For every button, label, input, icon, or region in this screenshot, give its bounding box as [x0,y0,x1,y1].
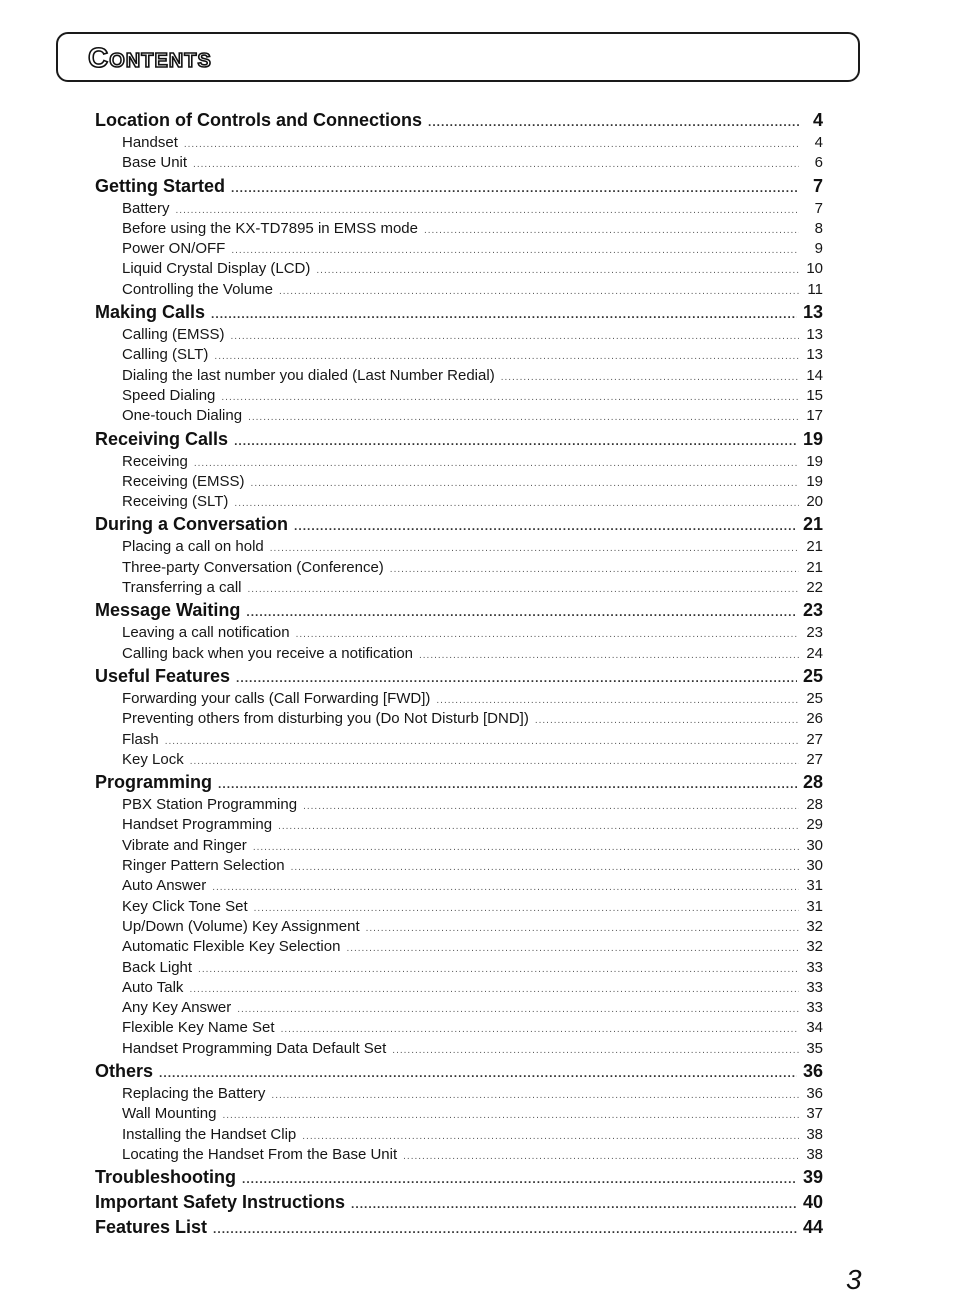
dot-leader [346,939,799,959]
toc-section-label: Programming [95,772,213,793]
toc-item [95,133,823,153]
toc-item [95,1145,823,1165]
toc-item-label: Up/Down (Volume) Key Assignment [122,917,360,935]
toc-item-page: 33 [806,999,823,1017]
toc-item-page: 15 [806,386,823,404]
dot-leader [291,858,799,878]
toc-item-page: 13 [806,346,823,364]
toc-section-label: Location of Controls and Connections [95,110,422,130]
toc-item-page: 27 [806,750,823,768]
toc-section [95,174,823,199]
toc-item-page: 32 [806,938,823,956]
dot-leader [270,539,799,559]
dot-leader [212,878,799,898]
toc-section-label: Making Calls [95,302,206,323]
toc-item-page: 38 [806,1145,823,1163]
dot-leader [366,919,799,939]
toc-item [95,623,823,643]
toc-item-label: Locating the Handset From the Base Unit [122,1145,398,1163]
toc-item-label: Receiving (SLT) [122,493,229,511]
toc-item [95,386,823,406]
toc-item [95,897,823,917]
toc-section-page: 19 [802,428,823,449]
dot-leader [271,1086,799,1106]
toc-section-label: Troubleshooting [95,1167,236,1188]
toc-item-label: Leaving a call notification [122,624,290,642]
toc-section-page: 40 [802,1192,823,1213]
dot-leader [428,110,799,135]
toc-item-label: Handset [122,134,178,151]
toc-item-page: 29 [806,816,823,834]
toc-item [95,856,823,876]
toc-item [95,366,823,386]
dot-leader [236,666,797,691]
toc-item-page: 34 [806,1019,823,1037]
toc-section-label: Features List [95,1217,208,1238]
toc-item [95,219,823,239]
toc-item-page: 26 [806,710,823,728]
dot-leader [218,772,797,797]
toc-item [95,815,823,835]
toc-section-page: 44 [802,1217,823,1238]
toc-item [95,1039,823,1059]
toc-section [95,1165,823,1190]
toc-item-label: Flexible Key Name Set [122,1019,275,1037]
toc-item-label: Receiving (EMSS) [122,472,245,490]
table-of-contents [95,108,823,1240]
dot-leader [189,980,799,1000]
dot-leader [237,1000,799,1020]
toc-item-page: 27 [806,730,823,748]
toc-section-page: 39 [802,1167,823,1188]
toc-item-page: 35 [806,1039,823,1057]
toc-item [95,795,823,815]
toc-item [95,325,823,345]
toc-item [95,937,823,957]
toc-item-label: Forwarding your calls (Call Forwarding [FWD]) [122,689,431,707]
dot-leader [176,201,799,221]
toc-item-label: Any Key Answer [122,999,232,1017]
toc-item-label: Handset Programming Data Default Set [122,1039,387,1057]
toc-item-page: 31 [806,897,823,915]
dot-leader [251,474,799,494]
toc-item [95,345,823,365]
contents-title-box [56,32,860,82]
dot-leader [535,711,799,731]
toc-item [95,280,823,300]
toc-section [95,1190,823,1215]
toc-item-page: 8 [814,219,823,237]
toc-item-label: Auto Talk [122,978,184,996]
dot-leader [392,1041,799,1061]
dot-leader [351,1192,797,1217]
toc-item-label: Handset Programming [122,816,273,834]
toc-section-page: 25 [802,665,823,686]
toc-item-page: 6 [814,154,823,172]
toc-item-page: 31 [806,877,823,895]
toc-item [95,876,823,896]
toc-item-label: Key Lock [122,750,184,768]
toc-item-label: Flash [122,730,159,748]
toc-item-page: 19 [806,452,823,470]
toc-section [95,1059,823,1084]
toc-section-page: 36 [802,1060,823,1081]
toc-item-label: Before using the KX-TD7895 in EMSS mode [122,219,418,237]
page-title: Contents [88,42,212,73]
dot-leader [214,347,799,367]
toc-item-label: PBX Station Programming [122,796,298,814]
dot-leader [198,960,799,980]
toc-section-label: During a Conversation [95,514,289,535]
toc-item-page: 21 [806,558,823,576]
toc-item-label: Auto Answer [122,877,207,895]
toc-section-label: Message Waiting [95,600,241,621]
toc-item [95,1125,823,1145]
dot-leader [281,1020,799,1040]
dot-leader [303,797,799,817]
toc-item [95,644,823,664]
toc-section-page: 23 [802,600,823,621]
dot-leader [221,388,799,408]
dot-leader [211,302,797,327]
toc-item-page: 30 [806,857,823,875]
dot-leader [234,494,799,514]
toc-item-label: Replacing the Battery [122,1084,266,1102]
toc-item [95,492,823,512]
toc-section-label: Receiving Calls [95,428,229,449]
toc-section-page: 7 [812,175,823,196]
toc-item-label: One-touch Dialing [122,407,243,425]
dot-leader [194,454,799,474]
toc-section-page: 28 [802,772,823,793]
toc-item [95,239,823,259]
toc-item-label: Base Unit [122,154,188,172]
toc-item [95,472,823,492]
dot-leader [165,732,799,752]
toc-item [95,1104,823,1124]
toc-item [95,709,823,729]
toc-item [95,452,823,472]
toc-item-label: Liquid Crystal Display (LCD) [122,260,311,278]
dot-leader [253,838,799,858]
dot-leader [436,691,799,711]
toc-item-label: Vibrate and Ringer [122,836,247,854]
dot-leader [234,429,797,454]
toc-section-page: 21 [802,514,823,535]
toc-section [95,598,823,623]
dot-leader [246,600,797,625]
toc-item-label: Transferring a call [122,579,242,597]
toc-item-page: 28 [806,796,823,814]
toc-section [95,108,823,133]
dot-leader [316,261,799,281]
toc-item [95,689,823,709]
toc-item-page: 9 [814,240,823,258]
toc-item [95,836,823,856]
toc-item-page: 30 [806,836,823,854]
toc-item-label: Calling back when you receive a notification [122,644,413,662]
dot-leader [159,1061,797,1086]
dot-leader [302,1127,799,1147]
dot-leader [231,176,799,201]
toc-section [95,664,823,689]
toc-item-page: 24 [806,644,823,662]
dot-leader [279,282,799,302]
dot-leader [193,155,799,175]
toc-item-page: 19 [806,472,823,490]
toc-item-label: Power ON/OFF [122,240,226,258]
toc-item [95,406,823,426]
toc-item [95,537,823,557]
toc-section-label: Others [95,1060,154,1081]
toc-section-label: Important Safety Instructions [95,1192,346,1213]
toc-item-page: 10 [806,260,823,278]
dot-leader [213,1217,797,1242]
toc-item-page: 11 [807,280,823,298]
dot-leader [403,1147,799,1167]
toc-item-label: Calling (SLT) [122,346,209,364]
toc-item-label: Automatic Flexible Key Selection [122,938,341,956]
toc-item-label: Preventing others from disturbing you (Do Not Disturb [DND]) [122,710,529,728]
dot-leader [390,560,799,580]
toc-item [95,917,823,937]
toc-section [95,512,823,537]
toc-item-page: 33 [806,958,823,976]
dot-leader [501,368,799,388]
toc-item [95,578,823,598]
dot-leader [231,327,799,347]
dot-leader [424,221,799,241]
toc-item [95,1018,823,1038]
toc-item [95,730,823,750]
toc-section [95,427,823,452]
dot-leader [248,580,800,600]
dot-leader [248,408,799,428]
toc-item [95,750,823,770]
dot-leader [254,899,799,919]
toc-item-page: 38 [806,1125,823,1143]
toc-item-page: 25 [806,689,823,707]
toc-section-label: Getting Started [95,175,226,196]
toc-item [95,1084,823,1104]
toc-item [95,153,823,173]
dot-leader [242,1167,797,1192]
toc-item-page: 4 [814,134,823,151]
toc-item-page: 37 [806,1105,823,1123]
toc-item [95,199,823,219]
toc-item [95,958,823,978]
dot-leader [419,646,799,666]
toc-item-label: Calling (EMSS) [122,326,225,344]
toc-item-page: 13 [806,326,823,344]
toc-item [95,558,823,578]
toc-item-page: 14 [806,366,823,384]
dot-leader [184,135,799,155]
toc-item-page: 33 [806,978,823,996]
dot-leader [294,514,797,539]
toc-item [95,259,823,279]
toc-item-label: Battery [122,199,170,217]
toc-item [95,998,823,1018]
toc-section [95,770,823,795]
toc-item-label: Three-party Conversation (Conference) [122,558,384,576]
toc-item-label: Back Light [122,958,193,976]
toc-item-label: Placing a call on hold [122,538,264,556]
dot-leader [190,752,799,772]
toc-item-label: Receiving [122,452,188,470]
toc-item-label: Installing the Handset Clip [122,1125,297,1143]
toc-section [95,1215,823,1240]
dot-leader [278,817,799,837]
toc-item-page: 20 [806,493,823,511]
dot-leader [222,1106,799,1126]
toc-section [95,300,823,325]
toc-item-label: Dialing the last number you dialed (Last Number Redial) [122,366,495,384]
dot-leader [296,625,799,645]
toc-item-page: 21 [806,538,823,556]
toc-item [95,978,823,998]
toc-item-label: Speed Dialing [122,386,216,404]
toc-item-page: 22 [806,579,823,597]
toc-item-label: Ringer Pattern Selection [122,857,285,875]
toc-section-page: 4 [812,110,823,130]
toc-item-page: 23 [806,624,823,642]
toc-item-label: Wall Mounting [122,1105,217,1123]
toc-item-page: 36 [806,1084,823,1102]
toc-item-page: 32 [806,917,823,935]
page-number: 3 [846,1264,862,1295]
toc-item-label: Controlling the Volume [122,280,273,298]
toc-item-page: 17 [806,407,823,425]
toc-section-page: 13 [802,302,823,323]
toc-item-page: 7 [814,199,823,217]
dot-leader [231,241,799,261]
toc-item-label: Key Click Tone Set [122,897,248,915]
toc-section-label: Useful Features [95,665,231,686]
